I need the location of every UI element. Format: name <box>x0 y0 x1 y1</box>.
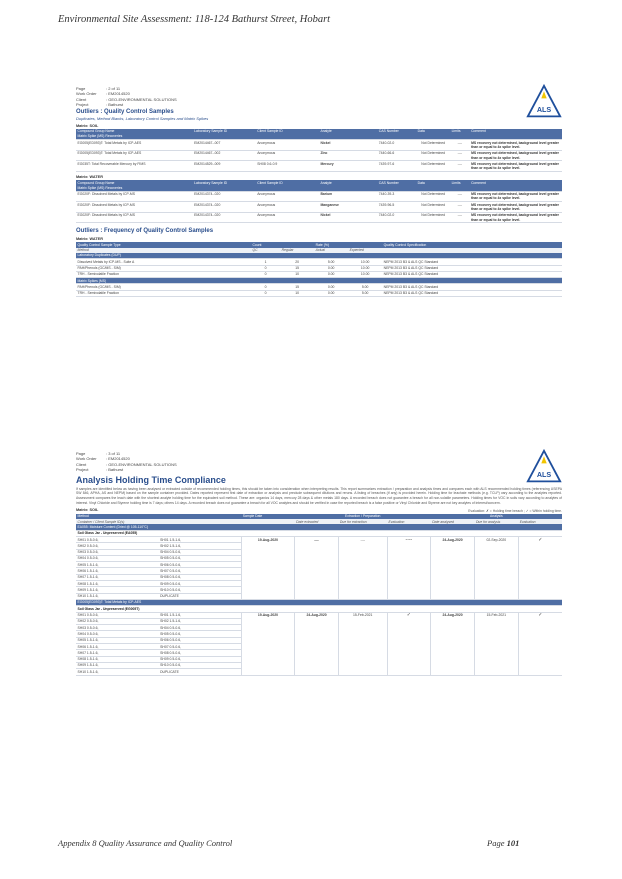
sample-id: DUPLICATE <box>159 593 242 599</box>
table-cell: 0 <box>251 265 280 271</box>
sample-id: SH05 0.5-0.6, <box>159 631 242 637</box>
table-cell: Not Determined <box>416 161 450 172</box>
holding-time-table <box>76 514 562 676</box>
sample-date: 19-Aug-2020 <box>241 537 294 600</box>
meta-value: : Bathurst <box>106 467 124 473</box>
table-cell: ---- <box>450 202 469 213</box>
date-extracted: ---- <box>295 537 339 600</box>
table-cell: 7439-96-5 <box>377 202 416 213</box>
meta-row <box>76 467 562 472</box>
due-analysis: 02-Sep-2020 <box>474 537 518 600</box>
report-meta <box>76 86 562 108</box>
table-cell: MS recovery not determined, background level greater than or equal to 4x spike level. <box>470 191 562 202</box>
table-cell: EG020F: Dissolved Metals by ICP-MS <box>76 212 193 223</box>
column-header: Quality Control Specification <box>382 242 562 247</box>
report-page-3 <box>76 451 562 676</box>
column-header: Comment <box>470 129 562 134</box>
sample-id: SH01 1.5-1.6, <box>159 612 242 618</box>
column-header: Compound Group Name <box>76 180 193 185</box>
table-cell: Mercury <box>319 161 377 172</box>
sample-id: SH04 0.5-0.6, <box>76 555 159 561</box>
column-header: Laboratory Sample ID <box>193 129 256 134</box>
column-header: Compound Group Name <box>76 129 193 134</box>
meta-value: : GEO-ENVIRONMENTAL SOLUTIONS <box>106 96 177 102</box>
table-cell: 15 <box>280 284 314 290</box>
als-logo-icon <box>526 84 562 120</box>
table-cell: Anonymous <box>256 150 319 161</box>
column-header: Client Sample ID <box>256 129 319 134</box>
sample-id: SH08 0.5-0.6, <box>159 650 242 656</box>
section-title: Outliers : Quality Control Samples <box>76 108 174 115</box>
sample-id: SH02 1.5-1.6, <box>159 543 242 549</box>
column-subheader: Method <box>76 248 251 253</box>
table-cell: NEPM 2013 B3 & ALS QC Standard <box>382 265 562 271</box>
table-cell: ---- <box>450 150 469 161</box>
sample-id: SH10 0.5-0.6, <box>159 662 242 668</box>
table-cell: NEPM 2013 B3 & ALS QC Standard <box>382 290 562 296</box>
table-cell: ---- <box>450 212 469 223</box>
sample-date: 19-Aug-2020 <box>241 612 294 675</box>
page-footer-title: Appendix 8 Quality Assurance and Quality Control <box>58 838 233 848</box>
method-label: EA055: Moisture Content (Dried @ 105-110°C) <box>76 524 562 530</box>
table-cell: NEPM 2013 B3 & ALS QC Standard <box>382 284 562 290</box>
table-cell: 10.00 <box>348 259 382 265</box>
sample-id: SH01 1.5-1.6, <box>159 537 242 543</box>
table-cell: 7439-97-6 <box>377 161 416 172</box>
sample-id: SH06 1.5-1.6, <box>76 644 159 650</box>
sample-id: SH02 0.5-0.6, <box>76 618 159 624</box>
sample-id: SH09 0.5-0.6, <box>159 581 242 587</box>
date-extracted: 24-Aug-2020 <box>295 612 339 675</box>
table-row <box>76 290 562 296</box>
column-header: CAS Number <box>377 129 416 134</box>
table-cell: EM2014374--020 <box>193 212 256 223</box>
table-cell: Manganese <box>319 202 377 213</box>
meta-key: Project <box>76 102 89 108</box>
matrix-label: Matrix: WATER <box>76 175 103 179</box>
sample-id: SH05 1.5-1.6, <box>76 637 159 643</box>
table-cell: Dissolved Metals by ICP-MS - Suite A <box>76 259 251 265</box>
table-row <box>76 140 562 151</box>
meta-value: : Bathurst <box>106 102 124 108</box>
sample-id: SH03 0.5-0.6, <box>76 549 159 555</box>
meta-row <box>76 102 562 107</box>
table-cell: Anonymous <box>256 140 319 151</box>
table-cell: Not Determined <box>416 140 450 151</box>
table-cell: Not Determined <box>416 191 450 202</box>
table-cell: PAH/Phenols (GC/MS - SIM) <box>76 284 251 290</box>
meta-value: : 2 of 11 <box>106 86 121 91</box>
column-header: Client Sample ID <box>256 180 319 185</box>
table-cell: EG005(ED093)T: Total Metals by ICP-AES <box>76 140 193 151</box>
column-header: Laboratory Sample ID <box>193 180 256 185</box>
section-title: Outliers : Frequency of Quality Control Samples <box>76 228 214 235</box>
sample-id: SH10 1.5-1.6, <box>76 669 159 675</box>
sample-id: SH04 0.5-0.6, <box>159 549 242 555</box>
table-cell: EG020F: Dissolved Metals by ICP-MS <box>76 191 193 202</box>
meta-key: Client <box>76 96 87 102</box>
sample-id: SH04 0.5-0.6, <box>76 631 159 637</box>
column-header: Quality Control Sample Type <box>76 242 251 247</box>
sample-id: SH09 1.5-1.6, <box>76 587 159 593</box>
page-footer-number <box>487 838 519 848</box>
sample-id: SH05 1.5-1.6, <box>76 562 159 568</box>
als-logo-text: ALS <box>536 104 552 114</box>
matrix-label: Matrix: SOIL <box>76 123 99 128</box>
column-subheader: Container / Client Sample ID(s) <box>76 519 241 524</box>
column-subheader: Regular <box>280 248 314 253</box>
table-cell: EG035T: Total Recoverable Mercury by FIMS <box>76 161 193 172</box>
table-cell: MS recovery not determined, background level greater than or equal to 4x spike level. <box>470 161 562 172</box>
table-cell: 7440-02-0 <box>377 212 416 223</box>
meta-value: : EM2014520 <box>106 456 130 462</box>
intro-paragraph: If samples are identified below as having been analysed or extracted outside of recommended holding times, this should be taken into consideration when interpreting results. This report summarizes extraction / preparation and analysis times and compares each with ALS recommended holding times (referencing USEPA SW 846, APHA, AS and NEPM) based on the sample container provided. Dates reported represent first date of extraction or analysis and preclude subsequent dilutions and reruns. A listing of breaches (if any) is provided herein. Holding time for leachate methods (e.g. TCLP) vary according to the analytes reported. Assessment compares the leach date with the shortest analyte holding time for the equivalent soil method. These are: organics 14 days, mercury 28 days & other metals 180 days. A recorded breach does not guarantee a breach for all non-volatile parameters. Holding times for VOC in soils vary according to analytes of interest. Vinyl Chloride and Styrene holding time is 7 days; others 14 days. A recorded breach does not guarantee a breach for all VOC analytes and should be verified in case the reported breach is a false positive or Vinyl Chloride and Styrene are not key analytes of interest/concern. <box>76 486 562 506</box>
section-title: Analysis Holding Time Compliance <box>76 474 226 485</box>
meta-key: Work Order <box>76 91 97 97</box>
column-header: Analyte <box>319 129 377 134</box>
table-row <box>76 212 562 223</box>
meta-value: : 3 of 11 <box>106 451 121 456</box>
sample-id: SH07 0.5-0.6, <box>159 644 242 650</box>
table-cell: NEPM 2013 B3 & ALS QC Standard <box>382 271 562 277</box>
column-header: Limits <box>450 129 469 134</box>
table-cell: 15 <box>280 265 314 271</box>
table-cell: 10.00 <box>348 271 382 277</box>
sample-id: SH07 1.5-1.6, <box>76 650 159 656</box>
table-cell: MS recovery not determined, background level greater than or equal to 4x spike level. <box>470 150 562 161</box>
date-analysed: 24-Aug-2020 <box>431 537 475 600</box>
column-header: Analyte <box>319 180 377 185</box>
sample-id: SH07 1.5-1.6, <box>76 574 159 580</box>
matrix-label: Matrix: SOIL <box>76 507 99 512</box>
column-header: Data <box>416 129 450 134</box>
table-cell: TRH - Semivolatile Fraction <box>76 290 251 296</box>
table-cell: MS recovery not determined, background level greater than or equal to 4x spike level. <box>470 140 562 151</box>
table-cell: MS recovery not determined, background level greater than or equal to 4x spike level. <box>470 212 562 223</box>
table-row <box>76 202 562 213</box>
container-label: Soil Glass Jar - Unpreserved (EA055) <box>76 530 562 536</box>
als-logo-icon <box>526 449 562 485</box>
group-label: Matrix Spike (MS) Recoveries <box>76 185 562 191</box>
table-cell: ---- <box>450 191 469 202</box>
table-row <box>76 191 562 202</box>
eval-analysis: ✓ <box>518 612 562 675</box>
table-cell: 10 <box>280 290 314 296</box>
sample-id: SH08 1.5-1.6, <box>76 581 159 587</box>
group-label: Laboratory Duplicates (DUP) <box>76 253 562 259</box>
sample-id: SH07 0.5-0.6, <box>159 568 242 574</box>
table-cell: 0 <box>251 290 280 296</box>
eval-analysis: ✓ <box>518 537 562 600</box>
column-header: Rate (%) <box>314 242 348 247</box>
column-subheader: Date extracted <box>295 519 339 524</box>
table-cell: 0 <box>251 271 280 277</box>
table-cell: 0.00 <box>314 290 348 296</box>
sample-id: DUPLICATE <box>159 669 242 675</box>
table-cell: TRH - Semivolatile Fraction <box>76 271 251 277</box>
table-cell: EM2014374--020 <box>193 191 256 202</box>
table-cell: EM2014467--007 <box>193 140 256 151</box>
table-cell: 7440-02-0 <box>377 140 416 151</box>
report-meta <box>76 451 562 473</box>
container-label: Soil Glass Jar - Unpreserved (EG005T) <box>76 606 562 612</box>
column-subheader: Expected <box>348 248 382 253</box>
table-cell: 5.00 <box>314 259 348 265</box>
table-cell: 10 <box>280 271 314 277</box>
sample-id: SH05 0.5-0.6, <box>159 555 242 561</box>
sample-id: SH01 0.5-0.6, <box>76 612 159 618</box>
qc-frequency-table <box>76 242 562 297</box>
column-subheader: Due for extraction <box>338 519 387 524</box>
meta-key: Page <box>76 86 86 91</box>
qc-outliers-water-table <box>76 180 562 223</box>
table-cell: 0.00 <box>314 271 348 277</box>
meta-key: Page <box>76 451 86 456</box>
table-cell: 20 <box>280 259 314 265</box>
sample-id: SH08 0.5-0.6, <box>159 574 242 580</box>
evaluation-legend: Evaluation: ✗ = Holding time breach ; ✓ = Within holding time. <box>468 508 562 513</box>
date-analysed: 24-Aug-2020 <box>431 612 475 675</box>
column-header: Comment <box>470 180 562 185</box>
table-cell: PAH/Phenols (GC/MS - SIM) <box>76 265 251 271</box>
table-cell: 0.00 <box>314 284 348 290</box>
due-extraction: ---- <box>338 537 387 600</box>
column-header: Data <box>416 180 450 185</box>
als-logo-text: ALS <box>536 469 552 479</box>
qc-outliers-soil-table <box>76 129 562 172</box>
sample-id: SH06 1.5-1.6, <box>76 568 159 574</box>
table-cell: EG020F: Dissolved Metals by ICP-MS <box>76 202 193 213</box>
sample-id: SH06 0.5-0.6, <box>159 562 242 568</box>
sample-id: SH01 0.5-0.6, <box>76 537 159 543</box>
sample-id: SH02 0.5-0.6, <box>76 543 159 549</box>
sample-id: SH03 0.5-0.6, <box>76 625 159 631</box>
column-subheader: QC <box>251 248 280 253</box>
column-header: Sample Date <box>241 514 294 519</box>
table-cell: NEPM 2013 B3 & ALS QC Standard <box>382 259 562 265</box>
table-cell: SH08 0.6-0.9 <box>256 161 319 172</box>
table-row <box>76 161 562 172</box>
table-cell: Not Determined <box>416 150 450 161</box>
meta-key: Project <box>76 467 89 473</box>
table-cell: Not Determined <box>416 202 450 213</box>
sample-id: SH10 0.5-0.6, <box>159 587 242 593</box>
table-cell: 5.00 <box>348 290 382 296</box>
meta-key: Client <box>76 461 87 467</box>
table-cell: Anonymous <box>256 212 319 223</box>
table-cell: ---- <box>450 161 469 172</box>
table-cell: 0 <box>251 284 280 290</box>
table-cell: Nickel <box>319 212 377 223</box>
table-cell: Anonymous <box>256 191 319 202</box>
sample-id: SH08 1.5-1.6, <box>76 656 159 662</box>
sample-id: SH04 0.5-0.6, <box>159 625 242 631</box>
sample-id: SH02 1.5-1.6, <box>159 618 242 624</box>
method-label: EG005(ED093)T: Total Metals by ICP-AES <box>76 599 562 605</box>
table-cell: 0.00 <box>314 265 348 271</box>
page-header: Environmental Site Assessment: 118-124 Bathurst Street, Hobart <box>58 14 331 25</box>
matrix-label: Matrix: WATER <box>76 237 103 242</box>
group-label: Matrix Spikes (MS) <box>76 278 562 284</box>
meta-value: : EM2014520 <box>106 91 130 97</box>
column-subheader: Actual <box>314 248 348 253</box>
table-cell: Zinc <box>319 150 377 161</box>
sample-id: SH09 0.5-0.6, <box>159 656 242 662</box>
column-header: CAS Number <box>377 180 416 185</box>
table-cell: EM2014467--002 <box>193 150 256 161</box>
table-row <box>76 150 562 161</box>
sample-id: SH06 0.5-0.6, <box>159 637 242 643</box>
table-cell: 5.00 <box>348 284 382 290</box>
eval-extraction: ---- <box>387 537 431 600</box>
page-label: Page <box>487 838 505 848</box>
table-cell: 7440-39-3 <box>377 191 416 202</box>
column-subheader: Due for analysis <box>474 519 518 524</box>
report-page-2 <box>76 86 562 297</box>
table-cell: 10.00 <box>348 265 382 271</box>
table-cell: MS recovery not determined, background level greater than or equal to 4x spike level. <box>470 202 562 213</box>
table-cell: ---- <box>450 140 469 151</box>
group-label: Matrix Spike (MS) Recoveries <box>76 134 562 140</box>
meta-value: : GEO-ENVIRONMENTAL SOLUTIONS <box>106 461 177 467</box>
table-cell: 7440-66-6 <box>377 150 416 161</box>
table-cell: 1 <box>251 259 280 265</box>
due-analysis: 15-Feb-2021 <box>474 612 518 675</box>
sample-id: SH09 1.5-1.6, <box>76 662 159 668</box>
page-number: 101 <box>506 838 520 848</box>
eval-extraction: ✓ <box>387 612 431 675</box>
table-cell: EM2014529--009 <box>193 161 256 172</box>
column-header: Extraction / Preparation <box>295 514 431 519</box>
table-cell: Anonymous <box>256 202 319 213</box>
table-cell: EG005(ED093)T: Total Metals by ICP-AES <box>76 150 193 161</box>
due-extraction: 15-Feb-2021 <box>338 612 387 675</box>
column-header: Method <box>76 514 241 519</box>
section-subtitle: Duplicates, Method Blanks, Laboratory Control Samples and Matrix Spikes <box>76 115 209 121</box>
column-header: Count <box>251 242 280 247</box>
column-header: Limits <box>450 180 469 185</box>
column-subheader: Evaluation <box>518 519 562 524</box>
table-cell: Not Determined <box>416 212 450 223</box>
table-cell: Barium <box>319 191 377 202</box>
column-subheader: Date analysed <box>431 519 475 524</box>
column-subheader: Evaluation <box>387 519 431 524</box>
meta-key: Work Order <box>76 456 97 462</box>
sample-id: SH10 1.5-1.6, <box>76 593 159 599</box>
table-cell: Nickel <box>319 140 377 151</box>
table-cell: EM2014374--020 <box>193 202 256 213</box>
column-header: Analysis <box>431 514 562 519</box>
